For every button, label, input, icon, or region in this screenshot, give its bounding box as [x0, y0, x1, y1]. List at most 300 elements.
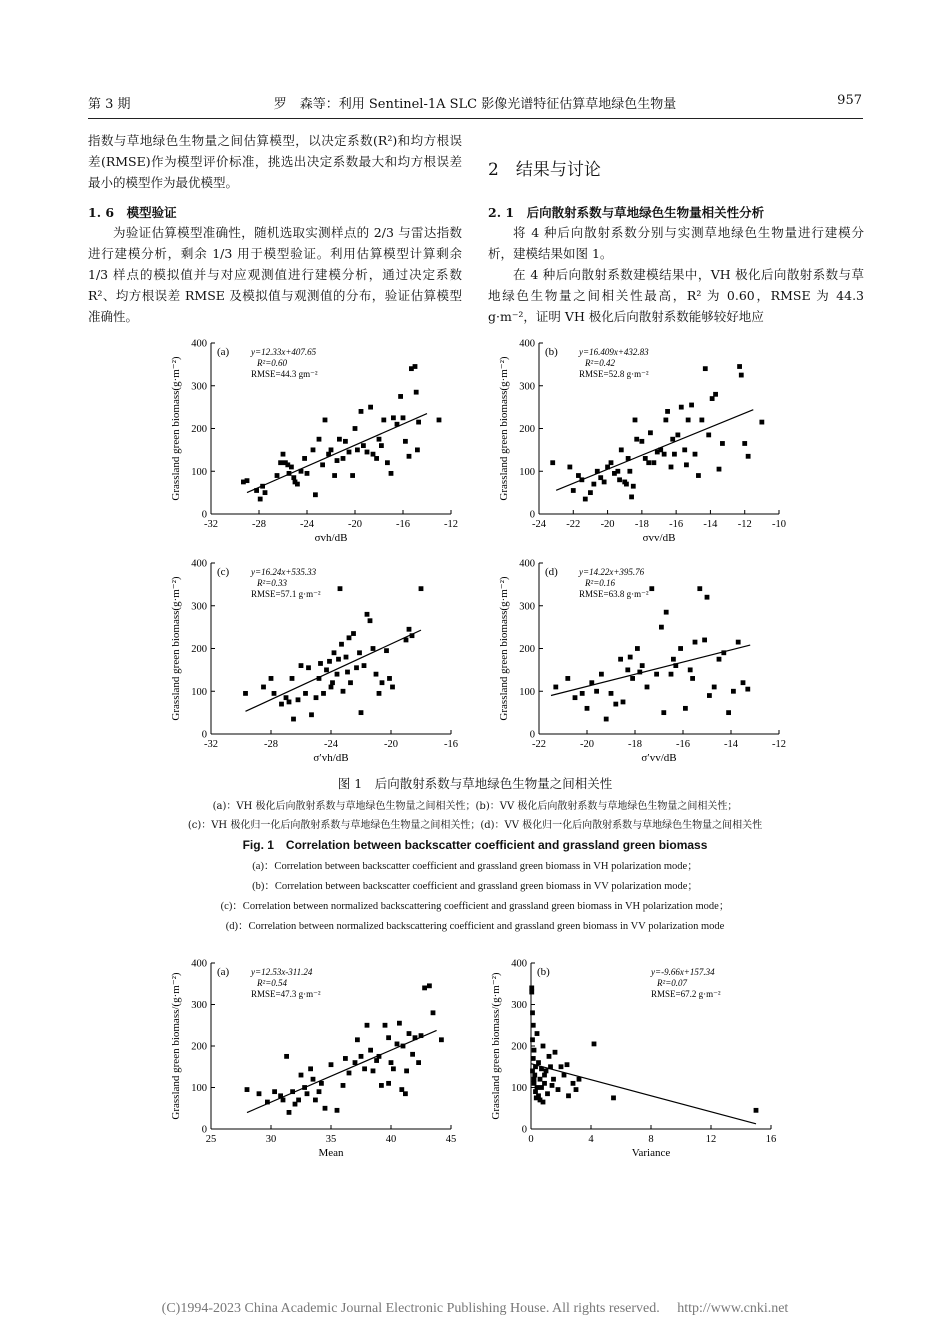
x-tick-label: -16 [444, 739, 458, 750]
figure-2a-chart [165, 955, 465, 1165]
data-point [741, 680, 746, 685]
y-tick-label: 400 [519, 338, 535, 350]
data-point [243, 691, 248, 696]
data-point [374, 1058, 379, 1063]
data-point [678, 646, 683, 651]
data-point [529, 990, 534, 995]
data-point [379, 443, 384, 448]
data-point [585, 706, 590, 711]
data-point [343, 1056, 348, 1061]
data-point [697, 586, 702, 591]
data-point [391, 1066, 396, 1071]
y-tick-label: 400 [191, 558, 207, 570]
data-point [594, 689, 599, 694]
data-point [377, 691, 382, 696]
x-tick-label: -32 [204, 519, 218, 530]
regression-line [247, 414, 427, 493]
x-tick-label: -20 [348, 519, 362, 530]
data-point [415, 447, 420, 452]
y-axis-label: Grassland green biomass/(g·m⁻²) [490, 972, 502, 1120]
data-point [355, 1037, 360, 1042]
data-point [299, 1073, 304, 1078]
data-point [311, 1077, 316, 1082]
data-point [311, 447, 316, 452]
data-point [293, 1102, 298, 1107]
y-tick-label: 200 [191, 1041, 207, 1053]
data-point [403, 439, 408, 444]
data-point [362, 1066, 367, 1071]
data-point [643, 456, 648, 461]
data-point [347, 1071, 352, 1076]
data-point [323, 1106, 328, 1111]
x-tick-label: 0 [528, 1134, 534, 1145]
y-tick-label: 0 [521, 1124, 527, 1136]
r-squared-label: R²=0.07 [657, 978, 688, 988]
data-point [707, 693, 712, 698]
data-point [302, 456, 307, 461]
data-point [684, 462, 689, 467]
data-point [285, 462, 290, 467]
data-point [675, 433, 680, 438]
y-tick-label: 100 [191, 686, 207, 698]
x-axis-label: Mean [318, 1147, 344, 1159]
data-point [629, 495, 634, 500]
data-point [341, 689, 346, 694]
data-point [336, 657, 341, 662]
data-point [383, 1023, 388, 1028]
data-point [329, 685, 334, 690]
r-squared-label: R²=0.33 [257, 578, 288, 588]
data-point [308, 1066, 313, 1071]
data-point [542, 1081, 547, 1086]
panel-label: (a) [217, 966, 230, 978]
data-point [566, 1093, 571, 1098]
data-point [386, 1081, 391, 1086]
data-point [565, 676, 570, 681]
data-point [609, 691, 614, 696]
data-point [281, 452, 286, 457]
data-point [598, 475, 603, 480]
x-tick-label: 12 [705, 1134, 717, 1145]
data-point [662, 452, 667, 457]
copyright-footer: (C)1994-2023 China Academic Journal Electronic Publishing House. All rights reserved. http://www.cnki.net [161, 1301, 789, 1316]
data-point [303, 691, 308, 696]
x-tick-label: -32 [204, 739, 218, 750]
x-tick-label: -18 [634, 519, 649, 530]
data-point [323, 418, 328, 423]
rmse-label: RMSE=44.3 gm⁻² [251, 369, 318, 379]
right-paragraph-1: 将 4 种后向散射系数分别与实测草地绿色生物量进行建模分析，建模结果如图 1。 [488, 225, 864, 261]
data-point [353, 1060, 358, 1065]
data-point [648, 430, 653, 435]
data-point [609, 460, 614, 465]
data-point [263, 490, 268, 495]
data-point [536, 1060, 541, 1065]
data-point [305, 1091, 310, 1096]
data-point [547, 1054, 552, 1059]
data-point [731, 689, 736, 694]
data-point [341, 456, 346, 461]
x-axis-label: σ′vv/dB [641, 752, 677, 764]
data-point [754, 1108, 759, 1113]
data-point [317, 437, 322, 442]
data-point [397, 1021, 402, 1026]
data-point [357, 650, 362, 655]
data-point [717, 467, 722, 472]
x-tick-label: -12 [737, 519, 752, 530]
data-point [291, 717, 296, 722]
x-axis-label: σvv/dB [642, 532, 676, 544]
data-point [604, 717, 609, 722]
y-axis-label: Grassland green biomass(g·m⁻²) [498, 576, 510, 721]
x-tick-label: 4 [588, 1134, 594, 1145]
data-point [726, 710, 731, 715]
data-point [395, 1042, 400, 1047]
data-point [365, 450, 370, 455]
x-tick-label: -20 [580, 739, 594, 750]
data-point [361, 443, 366, 448]
data-point [416, 1060, 421, 1065]
issue-number: 第 3 期 [88, 97, 131, 112]
data-point [532, 1081, 537, 1086]
y-tick-label: 200 [519, 644, 535, 655]
data-point [759, 420, 764, 425]
data-point [407, 627, 412, 632]
y-axis-label: Grassland green biomass/(g·m⁻²) [170, 972, 182, 1120]
y-tick-label: 100 [191, 466, 207, 478]
data-point [327, 659, 332, 664]
fig1-title-en: Fig. 1 Correlation between backscatter coefficient and grassland green biomass [242, 838, 708, 852]
data-point [353, 426, 358, 431]
data-point [665, 409, 670, 414]
data-point [618, 657, 623, 662]
data-point [539, 1085, 544, 1090]
x-tick-label: 35 [325, 1134, 337, 1145]
data-point [272, 691, 277, 696]
rmse-label: RMSE=47.3 g·m⁻² [251, 989, 321, 999]
y-tick-label: 100 [519, 686, 535, 698]
data-point [571, 488, 576, 493]
data-point [530, 1069, 535, 1074]
fig1-subcaption-en-2: (b)：Correlation between backscatter coefficient and grassland green biomass in VV polarization mode； [252, 881, 698, 892]
data-point [371, 452, 376, 457]
data-point [390, 685, 395, 690]
data-point [398, 394, 403, 399]
section-2-heading: 2 结果与讨论 [488, 160, 601, 180]
x-tick-label: -28 [252, 519, 266, 530]
data-point [530, 1010, 535, 1015]
data-point [661, 710, 666, 715]
regression-equation: y=16.24x+535.33 [251, 567, 317, 577]
figure-1d-chart [493, 555, 793, 770]
data-point [290, 676, 295, 681]
data-point [541, 1100, 546, 1105]
data-point [299, 663, 304, 668]
fig1-subcaption-en-4: (d)：Correlation between normalized backscattering coefficient and grassland green biomass in VV polarization mode [225, 921, 725, 932]
y-axis-label: Grassland green biomass(g·m⁻²) [170, 356, 182, 501]
fig1-subcaption-en-1: (a)：Correlation between backscatter coefficient and grassland green biomass in VH polarization mode； [252, 861, 698, 872]
figure-1b-chart [493, 335, 793, 550]
data-point [689, 403, 694, 408]
data-point [659, 625, 664, 630]
y-tick-label: 400 [519, 558, 535, 570]
x-tick-label: -10 [772, 519, 786, 530]
data-point [649, 586, 654, 591]
data-point [742, 441, 747, 446]
data-point [550, 460, 555, 465]
data-point [245, 1087, 250, 1092]
data-point [368, 618, 373, 623]
y-tick-label: 100 [191, 1083, 207, 1094]
data-point [291, 475, 296, 480]
data-point [272, 1089, 277, 1094]
regression-line [246, 630, 422, 711]
data-point [696, 473, 701, 478]
data-point [348, 680, 353, 685]
data-point [542, 1073, 547, 1078]
data-point [324, 667, 329, 672]
data-point [720, 441, 725, 446]
x-axis-label: σ′vh/dB [313, 752, 349, 764]
data-point [384, 648, 389, 653]
data-point [679, 405, 684, 410]
data-point [683, 706, 688, 711]
data-point [416, 420, 421, 425]
data-point [635, 646, 640, 651]
data-point [682, 447, 687, 452]
data-point [739, 373, 744, 378]
fig1-subcaption-cn-1: (a)：VH 极化后向散射系数与草地绿色生物量之间相关性；(b)：VV 极化后向散射系数与草地绿色生物量之间相关性； [212, 801, 738, 812]
y-tick-label: 300 [191, 1000, 207, 1011]
y-tick-label: 300 [511, 1000, 527, 1011]
data-point [712, 685, 717, 690]
data-point [705, 595, 710, 600]
x-tick-label: -20 [384, 739, 398, 750]
data-point [645, 685, 650, 690]
data-point [544, 1069, 549, 1074]
data-point [533, 1089, 538, 1094]
data-point [287, 700, 292, 705]
data-point [565, 1062, 570, 1067]
data-point [359, 710, 364, 715]
regression-equation: y=14.22x+395.76 [579, 567, 645, 577]
data-point [368, 1048, 373, 1053]
panel-label: (b) [537, 966, 550, 978]
y-axis-label: Grassland green biomass(g·m⁻²) [498, 356, 510, 501]
data-point [688, 667, 693, 672]
x-tick-label: 40 [385, 1134, 397, 1145]
data-point [541, 1044, 546, 1049]
panel-label: (b) [545, 346, 558, 358]
regression-line [556, 410, 753, 491]
r-squared-label: R²=0.42 [585, 358, 616, 368]
data-point [341, 1083, 346, 1088]
data-point [374, 672, 379, 677]
data-point [535, 1031, 540, 1036]
data-point [599, 672, 604, 677]
right-paragraph-2: 在 4 种后向散射系数建模结果中，VH 极化后向散射系数与草地绿色生物量之间相关性最高，R² 为 0.60，RMSE 为 44.3 g·m⁻²，证明 VH 极化后向散射系数能够较好地应 [488, 267, 864, 324]
x-tick-label: -28 [264, 739, 278, 750]
rmse-label: RMSE=63.8 g·m⁻² [579, 589, 649, 599]
data-point [419, 586, 424, 591]
data-point [296, 697, 301, 702]
data-point [401, 415, 406, 420]
y-tick-label: 200 [191, 644, 207, 655]
data-point [305, 471, 310, 476]
data-point [261, 685, 266, 690]
fig1-subcaption-en-3: (c)：Correlation between normalized backscattering coefficient and grassland green biomass in VH polarization mode； [220, 901, 730, 912]
data-point [343, 439, 348, 444]
left-paragraph-2: 为验证估算模型准确性，随机选取实测样点的 2/3 与雷达指数进行建模分析，剩余 1/3 用于模型验证。利用估算模型计算剩余 1/3 样点的模拟值并与对应观测值进行建模分析，通过决定系数 R²、均方根误差 RMSE 及模拟值与观测值的分布，验证估算模型准确性。 [88, 225, 462, 324]
regression-line [551, 645, 750, 695]
y-tick-label: 300 [191, 601, 207, 613]
figure-1a-chart [165, 335, 465, 550]
data-point [317, 1089, 322, 1094]
y-tick-label: 100 [519, 466, 535, 478]
y-axis-label: Grassland green biomass(g·m⁻²) [170, 576, 182, 721]
data-point [257, 1091, 262, 1096]
panel-label: (a) [217, 346, 230, 358]
rmse-label: RMSE=57.1 g·m⁻² [251, 589, 321, 599]
data-point [404, 1069, 409, 1074]
data-point [371, 1069, 376, 1074]
data-point [320, 462, 325, 467]
data-point [574, 1087, 579, 1092]
data-point [386, 1035, 391, 1040]
r-squared-label: R²=0.54 [257, 978, 288, 988]
data-point [703, 366, 708, 371]
data-point [737, 364, 742, 369]
x-tick-label: -14 [703, 519, 718, 530]
data-point [414, 390, 419, 395]
running-title: 罗 森等：利用 Sentinel-1A SLC 影像光谱特征估算草地绿色生物量 [273, 97, 677, 112]
data-point [335, 1108, 340, 1113]
page-number: 957 [837, 93, 862, 108]
data-point [532, 1048, 537, 1053]
data-point [556, 1087, 561, 1092]
data-point [365, 612, 370, 617]
data-point [422, 986, 427, 991]
data-point [545, 1091, 550, 1096]
regression-line [531, 1064, 756, 1124]
data-point [746, 454, 751, 459]
data-point [535, 1085, 540, 1090]
x-tick-label: -22 [532, 739, 546, 750]
data-point [672, 452, 677, 457]
data-point [332, 473, 337, 478]
y-tick-label: 400 [191, 958, 207, 970]
y-tick-label: 400 [511, 958, 527, 970]
data-point [693, 640, 698, 645]
data-point [532, 1077, 537, 1082]
data-point [365, 1023, 370, 1028]
x-tick-label: -20 [600, 519, 615, 530]
x-tick-label: 16 [765, 1134, 777, 1145]
y-tick-label: 200 [191, 424, 207, 435]
y-tick-label: 200 [511, 1041, 527, 1053]
data-point [671, 657, 676, 662]
data-point [318, 661, 323, 666]
data-point [287, 1110, 292, 1115]
data-point [413, 364, 418, 369]
data-point [713, 392, 718, 397]
data-point [628, 655, 633, 660]
data-point [588, 490, 593, 495]
y-tick-label: 300 [519, 601, 535, 613]
x-tick-label: -24 [532, 519, 546, 530]
x-tick-label: -12 [772, 739, 786, 750]
fig1-title-cn: 图 1 后向散射系数与草地绿色生物量之间相关性 [337, 776, 613, 791]
data-point [347, 450, 352, 455]
data-point [345, 670, 350, 675]
data-point [284, 1054, 289, 1059]
x-tick-label: -14 [724, 739, 738, 750]
data-point [339, 642, 344, 647]
data-point [337, 437, 342, 442]
data-point [583, 497, 588, 502]
x-tick-label: -24 [300, 519, 314, 530]
data-point [690, 676, 695, 681]
data-point [529, 986, 534, 991]
data-point [702, 638, 707, 643]
data-point [321, 691, 326, 696]
data-point [686, 418, 691, 423]
data-point [330, 680, 335, 685]
y-tick-label: 0 [529, 509, 535, 521]
data-point [380, 680, 385, 685]
x-tick-label: -16 [669, 519, 684, 530]
data-point [530, 1037, 535, 1042]
data-point [379, 1083, 384, 1088]
data-point [551, 1077, 556, 1082]
data-point [617, 477, 622, 482]
x-tick-label: -22 [566, 519, 581, 530]
y-tick-label: 200 [519, 424, 535, 435]
y-tick-label: 0 [201, 1124, 207, 1136]
data-point [531, 1056, 536, 1061]
data-point [439, 1037, 444, 1042]
data-point [389, 471, 394, 476]
x-tick-label: -16 [396, 519, 410, 530]
data-point [699, 418, 704, 423]
data-point [664, 610, 669, 615]
data-point [381, 418, 386, 423]
y-tick-label: 0 [529, 729, 535, 741]
data-point [258, 497, 263, 502]
figure-1c-chart [165, 555, 465, 770]
data-point [437, 418, 442, 423]
regression-equation: y=12.33x+407.65 [251, 347, 317, 357]
y-tick-label: 300 [191, 381, 207, 393]
data-point [613, 702, 618, 707]
data-point [362, 663, 367, 668]
data-point [615, 469, 620, 474]
data-point [591, 482, 596, 487]
data-point [627, 469, 632, 474]
data-point [295, 482, 300, 487]
data-point [359, 1054, 364, 1059]
data-point [531, 1023, 536, 1028]
data-point [269, 676, 274, 681]
data-point [389, 1060, 394, 1065]
panel-label: (c) [217, 566, 230, 578]
x-tick-label: 45 [445, 1134, 457, 1145]
y-tick-label: 400 [191, 338, 207, 350]
panel-label: (d) [545, 566, 558, 578]
data-point [639, 439, 644, 444]
data-point [651, 460, 656, 465]
data-point [559, 1064, 564, 1069]
